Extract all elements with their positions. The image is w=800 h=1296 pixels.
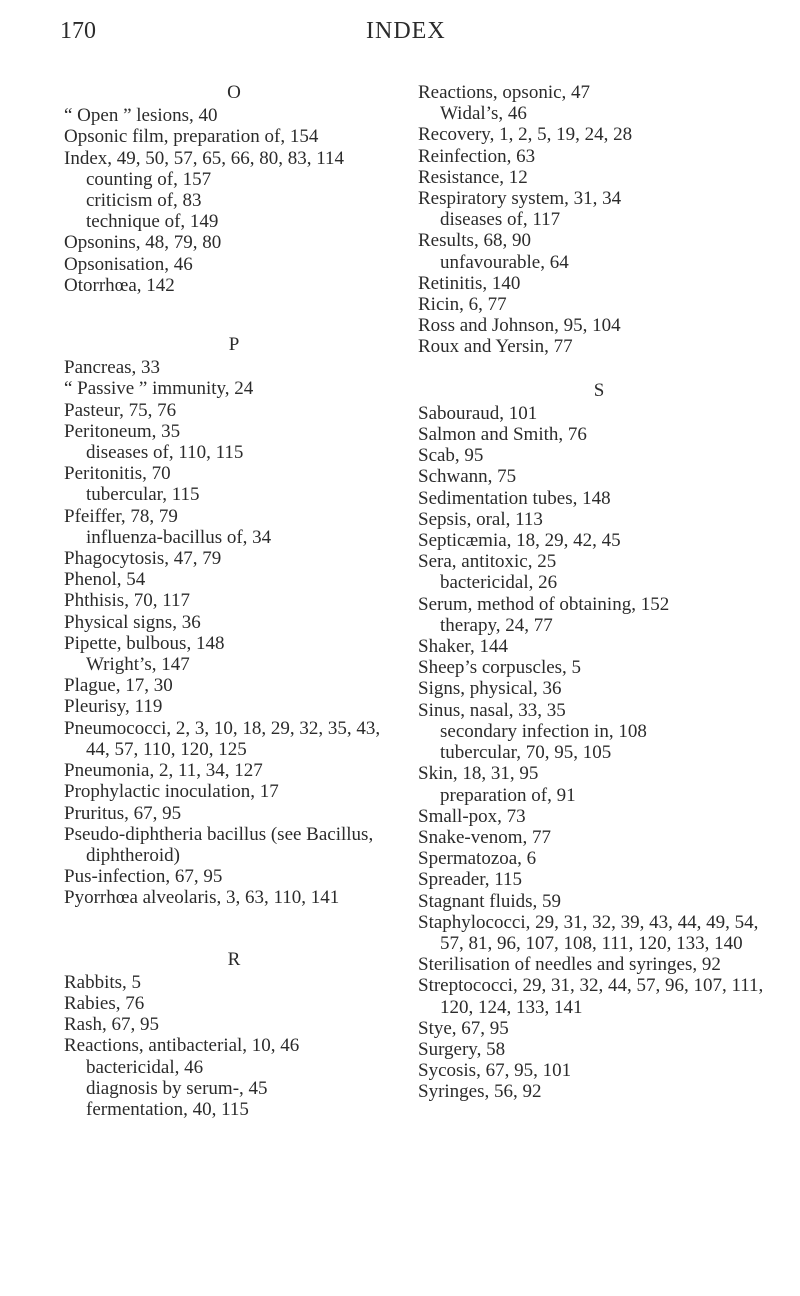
index-entry: Salmon and Smith, 76 xyxy=(418,424,587,446)
index-entry: Rash, 67, 95 xyxy=(64,1014,159,1036)
index-entry: “ Open ” lesions, 40 xyxy=(64,105,218,127)
index-entry: Opsonic film, preparation of, 154 xyxy=(64,126,319,148)
index-entry: Pfeiffer, 78, 79 xyxy=(64,505,178,527)
index-entry: Index, 49, 50, 57, 65, 66, 80, 83, 114 xyxy=(64,147,345,169)
index-section xyxy=(64,82,404,296)
index-section xyxy=(64,334,404,908)
index-entry: Otorrhœa, 142 xyxy=(64,274,175,296)
section-letter: P xyxy=(228,334,240,356)
index-subentry: therapy, 24, 77 xyxy=(440,614,553,636)
index-entry: Skin, 18, 31, 95 xyxy=(418,763,539,785)
index-entry: Pyorrhœa alveolaris, 3, 63, 110, 141 xyxy=(64,887,340,909)
index-entry: Rabies, 76 xyxy=(64,992,145,1014)
index-entry: Opsonisation, 46 xyxy=(64,253,193,275)
section-letter: R xyxy=(227,948,241,970)
running-head: INDEX xyxy=(366,18,446,44)
index-subentry: bactericidal, 46 xyxy=(86,1056,204,1078)
index-subentry: Wright’s, 147 xyxy=(86,654,190,676)
index-entry: Roux and Yersin, 77 xyxy=(418,336,573,358)
index-subentry: Widal’s, 46 xyxy=(440,103,527,125)
index-entry: Sera, antitoxic, 25 xyxy=(418,551,557,573)
index-entry: Spreader, 115 xyxy=(418,869,523,891)
index-entry: Signs, physical, 36 xyxy=(418,678,562,700)
index-entry: Pneumonia, 2, 11, 34, 127 xyxy=(64,760,263,782)
right-column xyxy=(418,82,780,1103)
index-entry: Peritonitis, 70 xyxy=(64,463,171,485)
index-entry: Retinitis, 140 xyxy=(418,272,521,294)
section-spacer xyxy=(64,296,404,334)
index-entry: Pruritus, 67, 95 xyxy=(64,802,182,824)
index-subentry: secondary infection in, 108 xyxy=(440,720,647,742)
index-entry: Schwann, 75 xyxy=(418,466,517,488)
index-entry: Pipette, bulbous, 148 xyxy=(64,632,225,654)
index-entry: Sheep’s corpuscles, 5 xyxy=(418,657,582,679)
index-entry: Staphylococci, 29, 31, 32, 39, 43, 44, 49, 54, 57, 81, 96, 107, 108, 111, 120, 133, 140 xyxy=(418,911,759,954)
index-entry: Syringes, 56, 92 xyxy=(418,1081,542,1103)
index-entry: Serum, method of obtaining, 152 xyxy=(418,593,670,615)
index-subentry: technique of, 149 xyxy=(86,211,219,233)
index-entry: Reactions, opsonic, 47 xyxy=(418,82,591,103)
index-entry: Physical signs, 36 xyxy=(64,611,201,633)
index-entry: Surgery, 58 xyxy=(418,1038,506,1060)
index-entry: Shaker, 144 xyxy=(418,636,508,658)
index-entry: Recovery, 1, 2, 5, 19, 24, 28 xyxy=(418,124,633,146)
index-entry: Prophylactic inoculation, 17 xyxy=(64,781,279,803)
index-entry: Reinfection, 63 xyxy=(418,145,536,167)
index-entry: Pasteur, 75, 76 xyxy=(64,399,177,421)
index-entry: Sepsis, oral, 113 xyxy=(418,508,543,530)
index-entry: Sterilisation of needles and syringes, 92 xyxy=(418,954,721,976)
index-subentry: preparation of, 91 xyxy=(440,784,576,806)
index-subentry: diseases of, 117 xyxy=(440,209,561,231)
index-entry: Pleurisy, 119 xyxy=(64,696,163,718)
index-subentry: criticism of, 83 xyxy=(86,190,202,212)
index-subentry: fermentation, 40, 115 xyxy=(86,1098,249,1120)
index-subentry: diagnosis by serum-, 45 xyxy=(86,1077,268,1099)
index-entry: Phthisis, 70, 117 xyxy=(64,590,190,612)
index-subentry: tubercular, 115 xyxy=(86,484,200,506)
index-entry: Streptococci, 29, 31, 32, 44, 57, 96, 107, 111, 120, 124, 133, 141 xyxy=(418,975,764,1018)
index-entry: Ricin, 6, 77 xyxy=(418,294,507,316)
index-subentry: unfavourable, 64 xyxy=(440,251,569,273)
index-entry: Scab, 95 xyxy=(418,445,484,467)
index-entry: Resistance, 12 xyxy=(418,166,528,188)
page-number: 170 xyxy=(60,18,96,44)
index-section xyxy=(418,380,780,1103)
index-entry: Plague, 17, 30 xyxy=(64,675,173,697)
index-entry: Reactions, antibacterial, 10, 46 xyxy=(64,1035,300,1057)
index-entry: Pus-infection, 67, 95 xyxy=(64,866,223,888)
index-entry: “ Passive ” immunity, 24 xyxy=(64,378,254,400)
index-entry: Phagocytosis, 47, 79 xyxy=(64,548,222,570)
index-entry: Septicæmia, 18, 29, 42, 45 xyxy=(418,530,621,552)
index-entry: Phenol, 54 xyxy=(64,569,146,591)
left-column xyxy=(64,82,404,1120)
index-entry: Sycosis, 67, 95, 101 xyxy=(418,1060,572,1082)
index-entry: Respiratory system, 31, 34 xyxy=(418,188,622,210)
index-entry: Pancreas, 33 xyxy=(64,357,161,379)
index-subentry: tubercular, 70, 95, 105 xyxy=(440,742,612,764)
index-section xyxy=(64,949,404,1121)
index-subentry: influenza-bacillus of, 34 xyxy=(86,526,272,548)
index-entry: Pseudo-diphtheria bacillus (see Bacillus, diphtheroid) xyxy=(64,823,374,866)
index-entry: Ross and Johnson, 95, 104 xyxy=(418,315,621,337)
index-subentry: diseases of, 110, 115 xyxy=(86,442,244,464)
index-subentry: counting of, 157 xyxy=(86,168,212,190)
index-entry: Spermatozoa, 6 xyxy=(418,848,537,870)
section-spacer xyxy=(418,358,780,380)
index-entry: Results, 68, 90 xyxy=(418,230,531,252)
section-letter: O xyxy=(227,82,241,103)
index-section xyxy=(418,82,780,358)
page-header xyxy=(0,14,800,54)
index-subentry: bactericidal, 26 xyxy=(440,572,558,594)
index-entry: Snake-venom, 77 xyxy=(418,826,551,848)
index-entry: Opsonins, 48, 79, 80 xyxy=(64,232,222,254)
index-entry: Peritoneum, 35 xyxy=(64,420,181,442)
index-entry: Sabouraud, 101 xyxy=(418,402,538,424)
index-entry: Small-pox, 73 xyxy=(418,805,526,827)
index-entry: Stagnant fluids, 59 xyxy=(418,890,562,912)
index-entry: Sinus, nasal, 33, 35 xyxy=(418,699,566,721)
section-spacer xyxy=(64,909,404,949)
section-letter: S xyxy=(593,379,605,401)
index-entry: Stye, 67, 95 xyxy=(418,1017,509,1039)
index-entry: Sedimentation tubes, 148 xyxy=(418,487,611,509)
index-entry: Rabbits, 5 xyxy=(64,971,142,993)
index-entry: Pneumococci, 2, 3, 10, 18, 29, 32, 35, 43, 44, 57, 110, 120, 125 xyxy=(64,717,381,760)
